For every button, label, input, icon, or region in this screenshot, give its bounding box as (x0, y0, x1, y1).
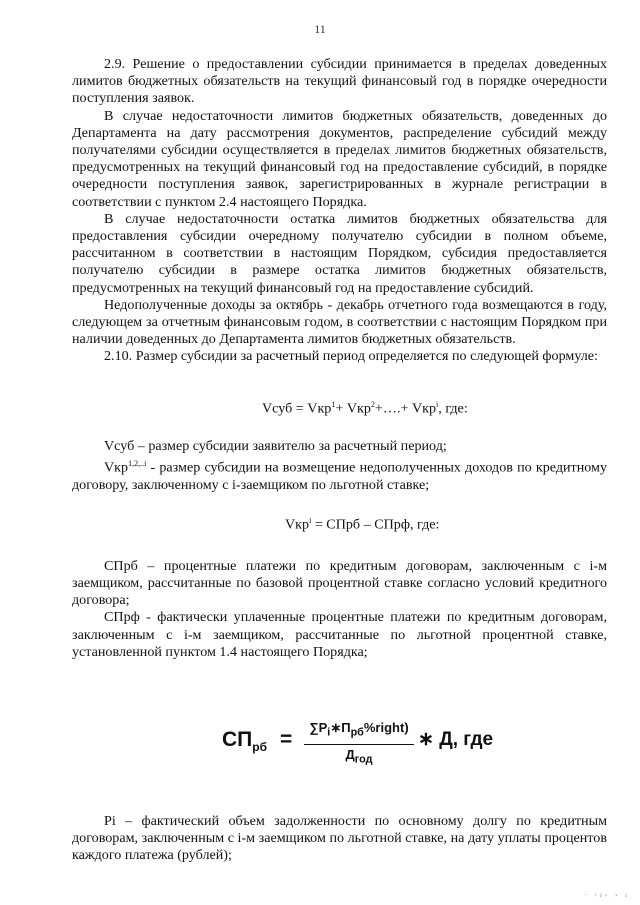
document-body (72, 56, 607, 865)
definition-sprf: СПрф - фактически уплаченные процентные платежи по кредитным договорам, заключенным с i-м заемщиком, рассчитанные по льготной процентной ставке, установленной пунктом 1.4 настоящего Порядка; (72, 609, 607, 660)
fraction-bar (304, 744, 414, 745)
scan-footer-mark: · ‹ı› › ı (584, 891, 630, 899)
paragraph-2-10: 2.10. Размер субсидии за расчетный период определяется по следующей формуле: (104, 348, 598, 365)
formula-rhs: ∗ Д, где (418, 728, 494, 750)
definition-sprb: СПрб – процентные платежи по кредитным договорам, заключенным с i-м заемщиком, рассчитанные по базовой процентной ставке согласно условий кредитного договора; (72, 557, 607, 609)
formula-denominator: $Д_{год}$ (345, 746, 373, 766)
page-number: 11 (314, 22, 326, 36)
formula-fraction (304, 719, 414, 769)
definition-vkr: Vкр$^{1,2,..i}$ - размер субсидии на возмещение недополученных доходов по кредитному договору, заключенному с i-заемщиком по льготной ставке; (72, 458, 607, 493)
formula-numerator: $\sum P_i∗П_{рб}\%right$) (309, 719, 409, 739)
definition-vsub: Vсуб – размер субсидии заявителю за расчетный период; (104, 437, 447, 454)
definition-pi: Pi – фактический объем задолженности по основному долгу по кредитным договорам, заключенным с i-м заемщиком по льготной ставке, на дату уплаты процентов каждого платежа (рублей); (72, 812, 607, 864)
paragraph-lost-income: Недополученные доходы за октябрь - декабрь отчетного года возмещаются в году, следующем за отчетным финансовым годом, в соответствии с настоящим Порядком при наличии доведенных до Департамента лимитов бюджетных обязательств. (72, 296, 607, 348)
paragraph-2-9: 2.9. Решение о предоставлении субсидии принимается в пределах доведенных лимитов бюджетных обязательств на текущий финансовый год в порядке очередности поступления заявок. (72, 56, 607, 107)
formula-subsidy-sum: Vсуб = Vкр$^1$+ Vкр$^2$+….+ Vкр$^i$, где: (262, 399, 468, 417)
formula-sprb (222, 719, 607, 771)
formula-equals: = (280, 727, 293, 751)
formula-lhs: $СП_{рб}$ (222, 727, 268, 755)
formula-vkr: Vкр$^i$ = СПрб – СПрф, где: (285, 515, 440, 533)
paragraph-limits-shortage: В случае недостаточности лимитов бюджетных обязательств, доведенных до Департамента на дату рассмотрения документов, распределение субсидий между получателями субсидии осуществляется в пределах лимитов бюджетных обязательств, предусмотренных на текущий финансовый год на предоставление субсидий, в порядке очередности поступления заявок, зарегистрированных в журнале регистрации в соответствии с пунктом 2.4 настоящего Порядка. (72, 107, 607, 210)
paragraph-remainder-shortage: В случае недостаточности остатка лимитов бюджетных обязательства для предоставления субсидии очередному получателю субсидии в полном объеме, рассчитанном в соответствии в настоящим Порядком, субсидия предоставляется получателю субсидии в размере остатка лимитов бюджетных обязательств, предусмотренных на текущий финансовый год на предоставление субсидий. (72, 210, 607, 296)
